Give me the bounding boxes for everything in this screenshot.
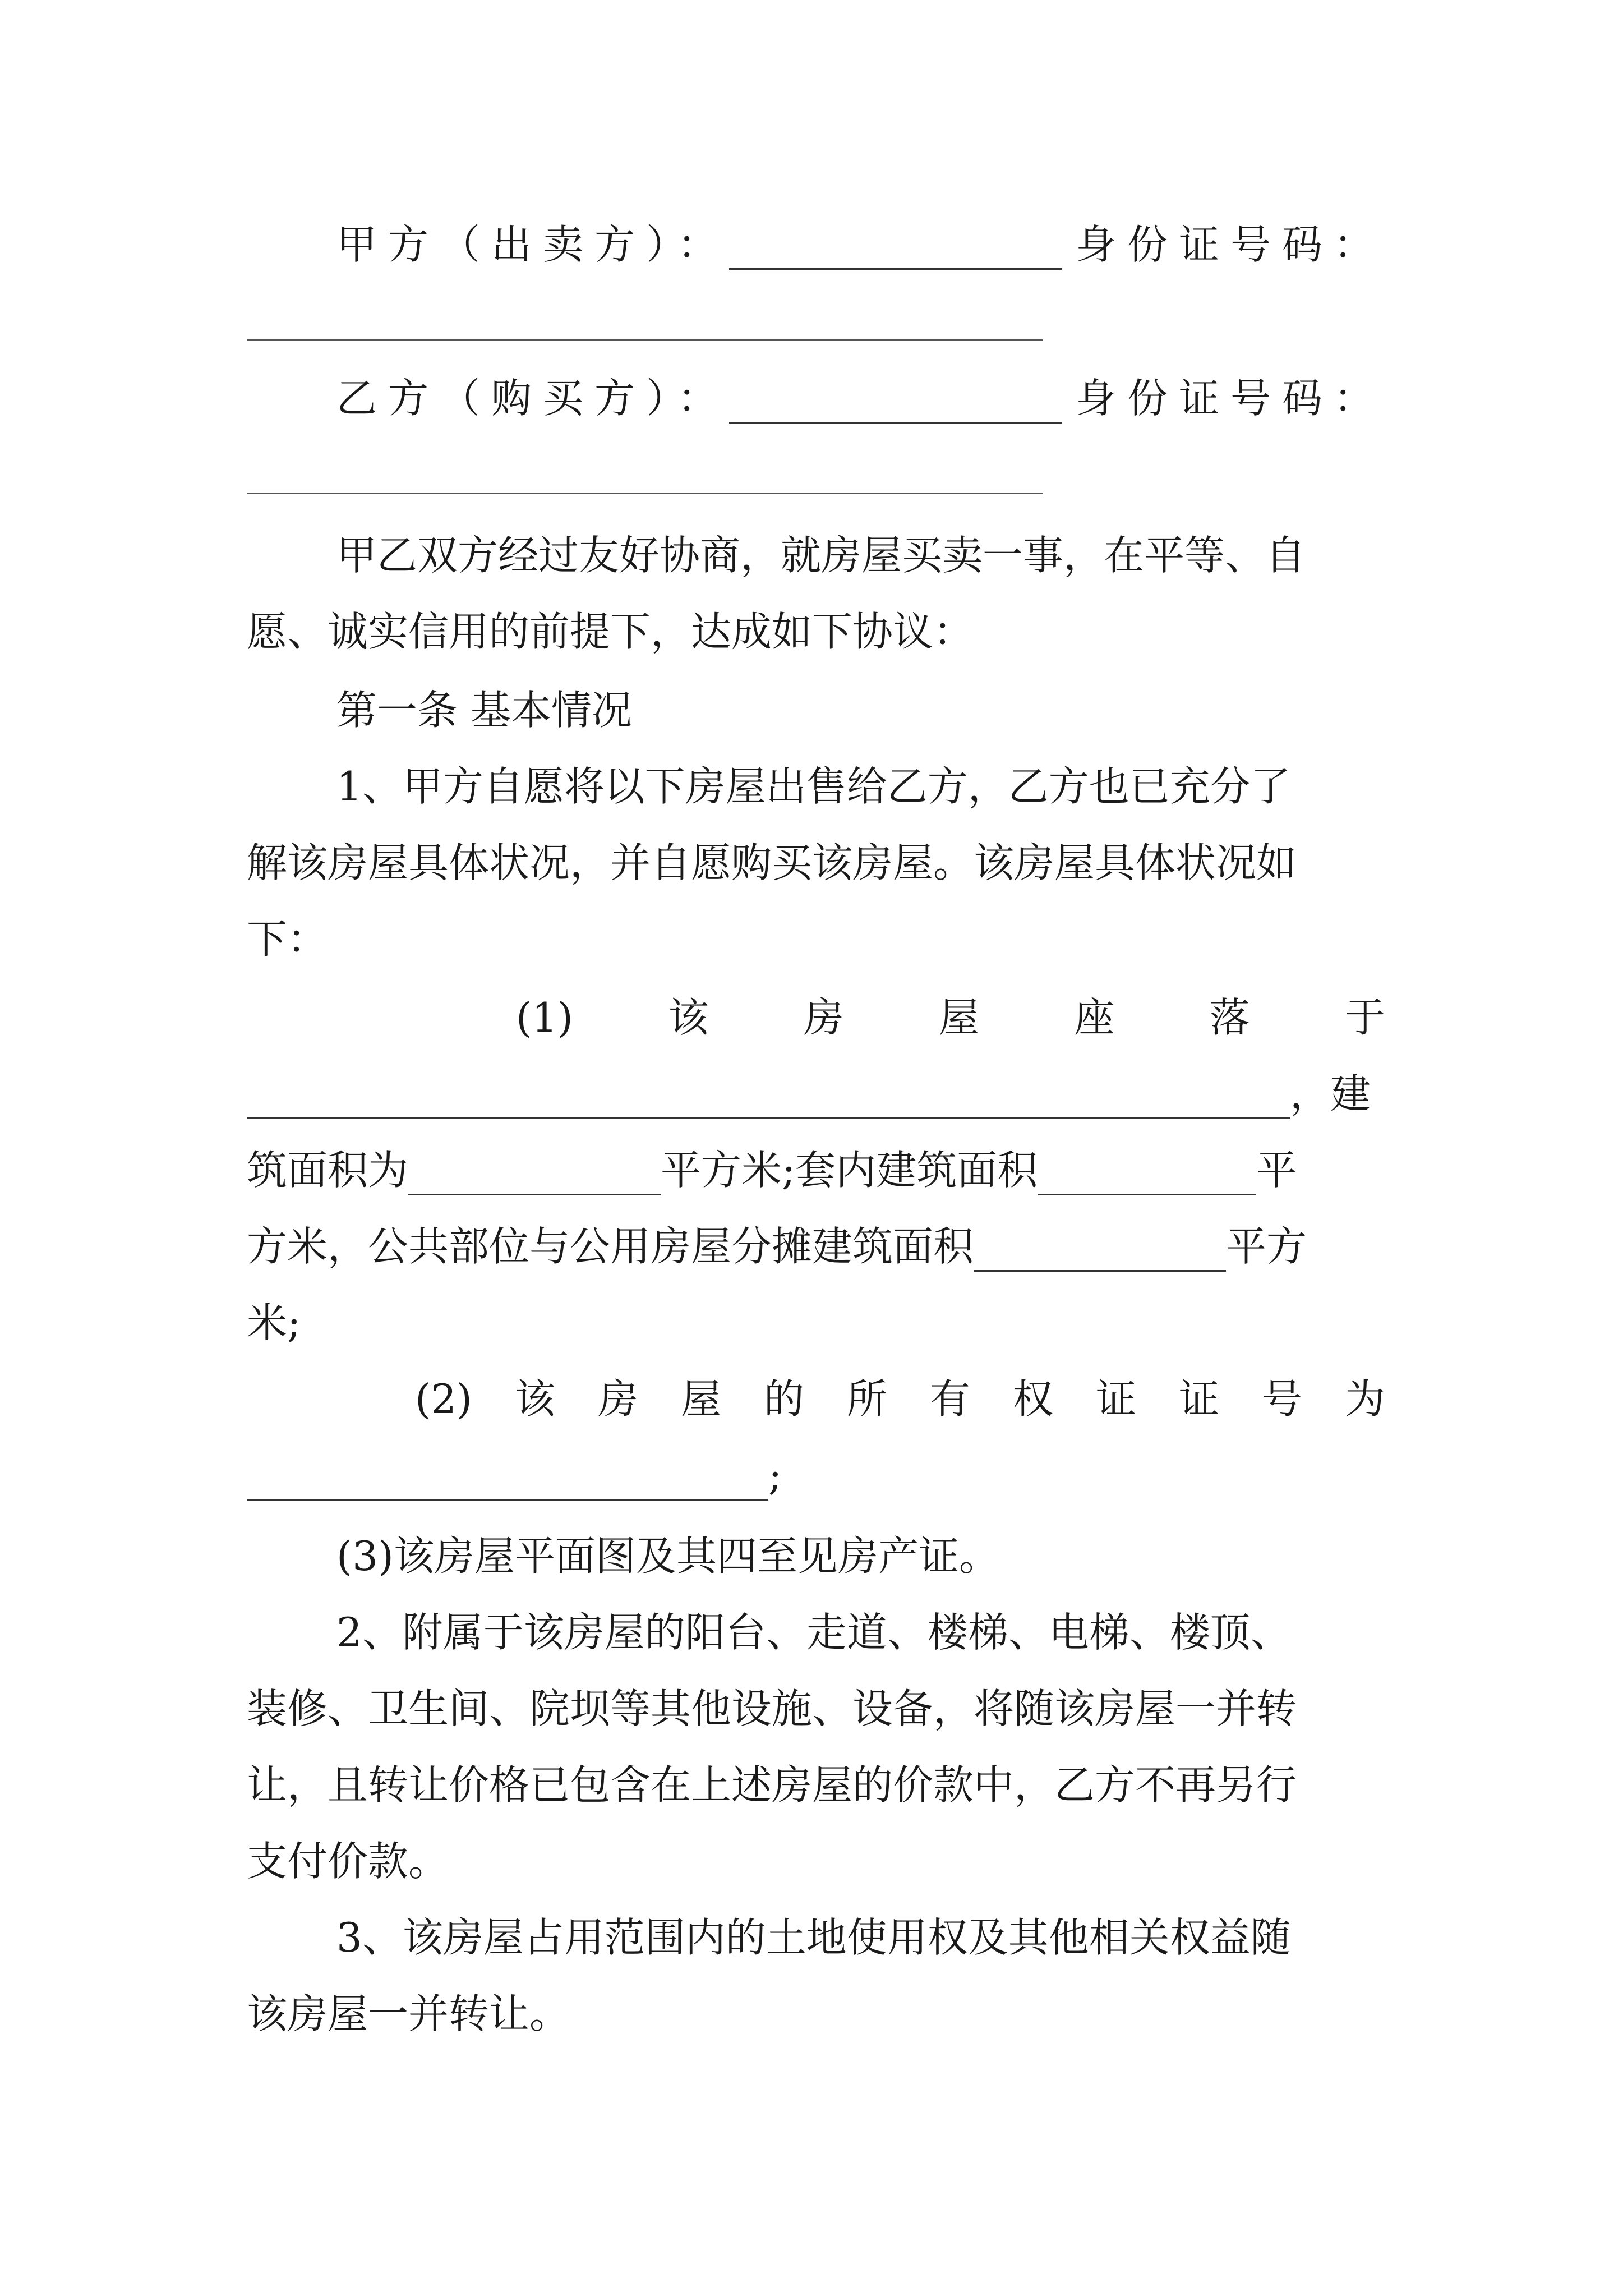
sub-1-word: 房	[803, 994, 844, 1041]
sub-1-word: 屋	[938, 994, 979, 1041]
sub-2-word: 证	[1178, 1375, 1219, 1423]
sub-2-word: 权	[1012, 1375, 1053, 1423]
sub-2-word: 屋	[680, 1375, 721, 1423]
sub-2-row	[415, 1360, 1385, 1438]
party-a-id-blank	[247, 339, 1043, 341]
sub-1-word: 座	[1074, 994, 1115, 1041]
sub-2-word: 有	[929, 1375, 970, 1423]
item-1-line-2: 解该房屋具体状况，并自愿购买该房屋。该房屋具体状况如	[247, 839, 1297, 886]
sub-2-word: 号	[1261, 1375, 1302, 1423]
sub-2-blank-row	[247, 1436, 1385, 1515]
item-1-line-1: 1、甲方自愿将以下房屋出售给乙方，乙方也已充分了	[336, 763, 1291, 810]
area-prefix: 筑面积为	[247, 1147, 409, 1194]
sub-1-location-row	[516, 978, 1385, 1057]
sub-2-word: 证	[1095, 1375, 1136, 1423]
sub-3-line: (3)该房屋平面图及其四至见房产证。	[336, 1533, 999, 1580]
item-2-line-4: 支付价款。	[247, 1838, 449, 1885]
item-2-line-2: 装修、卫生间、院坝等其他设施、设备，将随该房屋一并转	[247, 1685, 1297, 1732]
sub-1-word: 落	[1209, 994, 1250, 1041]
sub-1-word: (1)	[516, 994, 573, 1041]
sub-1-line-4: 米;	[247, 1299, 301, 1346]
area-mid: 平方米;套内建筑面积	[661, 1147, 1038, 1194]
intro-line-1: 甲乙双方经过友好协商，就房屋买卖一事，在平等、自	[336, 532, 1306, 579]
sub-2-word: 房	[597, 1375, 638, 1423]
party-a-id-label: 身份证号码：	[1075, 221, 1385, 268]
party-b-label: 乙方（购买方）：	[336, 375, 730, 422]
area-end: 平	[1256, 1147, 1297, 1194]
party-b-row	[336, 359, 1385, 438]
party-b-name-blank	[729, 374, 1062, 424]
item-3-line-1: 3、该房屋占用范围内的土地使用权及其他相关权益随	[336, 1914, 1291, 1961]
item-2-line-1: 2、附属于该房屋的阳台、走道、楼梯、电梯、楼顶、	[336, 1609, 1291, 1656]
sub-1-area-row	[247, 1131, 1385, 1209]
sub-2-word: 所	[846, 1375, 887, 1423]
sub-1-shared-area-row	[247, 1207, 1385, 1286]
inner-area-blank	[1038, 1145, 1256, 1195]
party-b-id-label: 身份证号码：	[1075, 375, 1385, 422]
party-a-name-blank	[729, 220, 1062, 270]
shared-area-prefix: 方米，公共部位与公用房屋分摊建筑面积	[247, 1223, 974, 1270]
location-blank	[247, 1069, 1290, 1119]
sub-2-word: 的	[763, 1375, 804, 1423]
shared-area-blank	[974, 1222, 1226, 1272]
item-2-line-3: 让，且转让价格已包含在上述房屋的价款中，乙方不再另行	[247, 1761, 1297, 1809]
sub-1-location-blank-row	[247, 1055, 1385, 1133]
sub-1-suffix: ，建	[1290, 1070, 1371, 1117]
sub-2-word: (2)	[415, 1375, 472, 1423]
item-1-line-3: 下：	[247, 915, 328, 963]
shared-area-suffix: 平方	[1226, 1223, 1307, 1270]
sub-1-word: 该	[668, 994, 709, 1041]
certificate-number-blank	[247, 1451, 768, 1501]
party-b-id-blank	[247, 493, 1043, 494]
party-a-label: 甲方（出卖方）：	[336, 221, 730, 268]
sub-2-suffix: ;	[768, 1452, 782, 1499]
item-3-line-2: 该房屋一并转让。	[247, 1990, 570, 2037]
party-a-row	[336, 205, 1385, 284]
intro-line-2: 愿、诚实信用的前提下，达成如下协议：	[247, 608, 974, 655]
sub-1-word: 于	[1344, 994, 1385, 1041]
building-area-blank	[408, 1145, 661, 1195]
article-1-heading: 第一条 基本情况	[336, 687, 632, 734]
sub-2-word: 为	[1344, 1375, 1385, 1423]
sub-2-word: 该	[514, 1375, 555, 1423]
